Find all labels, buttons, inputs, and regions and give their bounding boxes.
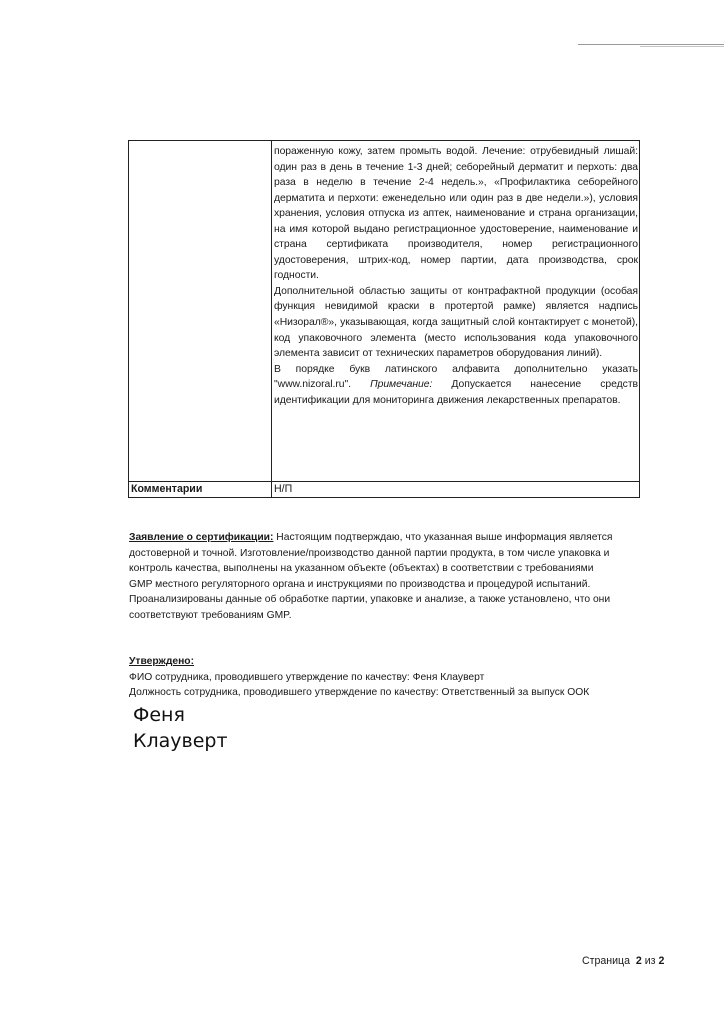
description-paragraph-3-note: Допускается нанесение средств идентификации для мониторинга движения лекарственных препаратов. bbox=[274, 379, 638, 406]
current-page: 2 bbox=[635, 955, 642, 967]
approver-position-line: Должность сотрудника, проводившего утверждение по качеству: Ответственный за выпуск ООК bbox=[129, 687, 590, 699]
table-row bbox=[129, 141, 640, 482]
table-label-cell-empty bbox=[129, 141, 272, 482]
signature-last-name: Клауверт bbox=[133, 730, 228, 752]
packaging-description bbox=[272, 141, 639, 481]
description-paragraph-3-text: В порядке букв латинского алфавита дополнительно указать "www.nizoral.ru". bbox=[274, 363, 638, 391]
certification-statement bbox=[129, 530, 615, 624]
certification-text: Настоящим подтверждаю, что указанная выше информация является достоверной и точной. Изготовление/производство данной партии продукта, в том числе упаковка и контроль качества, выполнены на указанном объекте (объектах) в соответствии с требованиями GMP местного регуляторного органа и инструкциями по производства и процедурой испытаний. Проанализированы данные об обработке партии, упаковке и анализе, а также установлено, что они соответствуют требованиям GMP. bbox=[129, 532, 613, 621]
comments-value: Н/П bbox=[272, 482, 640, 498]
signature-first-name: Феня bbox=[133, 704, 185, 726]
comments-row bbox=[129, 482, 640, 498]
comments-label: Комментарии bbox=[129, 482, 272, 498]
page-label: Страница bbox=[582, 955, 631, 967]
note-label: Примечание: bbox=[370, 379, 433, 391]
page-number bbox=[582, 955, 664, 967]
signature bbox=[133, 702, 228, 754]
description-paragraph-1: пораженную кожу, затем промыть водой. Лечение: отрубевидный лишай: один раз в день в течение 1-3 дней; себорейный дерматит и перхоть: два раза в неделю в течение 2-4 недель.», «Профилактика себорейного дерматита и перхоти: еженедельно или один раз в две недели.»), условия хранения, условия отпуска из аптек, наименование и страна организации, на имя которой выдано регистрационное удостоверение, наименование и страна сертификата производителя, номер регистрационного удостоверения, штрих-код, номер партии, дата производства, срок годности. bbox=[274, 146, 638, 282]
total-pages: 2 bbox=[658, 955, 665, 967]
approval-block bbox=[129, 654, 649, 701]
specification-table bbox=[128, 140, 640, 498]
certification-heading: Заявление о сертификации: bbox=[129, 532, 274, 543]
scan-edge-mark bbox=[578, 44, 724, 48]
description-paragraph-2: Дополнительной областью защиты от контрафактной продукции (особая функция невидимой краски в протертой рамке) является надпись «Низорал®», указывающая, когда защитный слой контактирует с монетой), код упаковочного элемента (место использования кода упаковочного элемента зависит от технических параметров оборудования линий). bbox=[274, 285, 638, 360]
of-label: из bbox=[644, 955, 656, 967]
table-value-cell bbox=[272, 141, 640, 482]
approval-heading: Утверждено: bbox=[129, 656, 195, 667]
approver-name-line: ФИО сотрудника, проводившего утверждение по качеству: Феня Клауверт bbox=[129, 671, 485, 683]
description-paragraph-3 bbox=[274, 362, 638, 409]
